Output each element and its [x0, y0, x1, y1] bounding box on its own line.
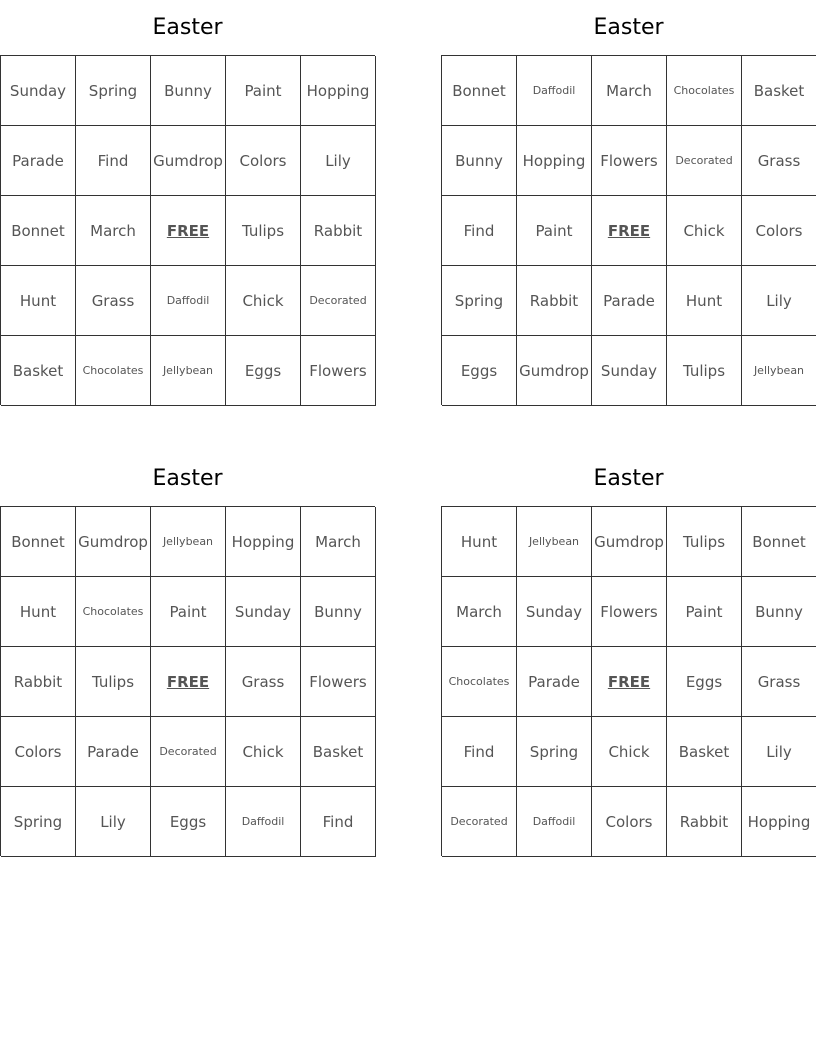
bingo-cell: Bunny	[301, 577, 376, 647]
card-title: Easter	[152, 466, 223, 491]
bingo-cell: Spring	[517, 717, 592, 787]
bingo-grid	[441, 506, 816, 856]
bingo-cell: Chick	[592, 717, 667, 787]
bingo-cell: Spring	[1, 787, 76, 857]
bingo-cell: Sunday	[592, 336, 667, 406]
bingo-cell: Find	[301, 787, 376, 857]
bingo-cell: Basket	[301, 717, 376, 787]
bingo-cell: Daffodil	[226, 787, 301, 857]
bingo-cell: Rabbit	[301, 196, 376, 266]
bingo-cell: Grass	[76, 266, 151, 336]
bingo-cell: Eggs	[226, 336, 301, 406]
bingo-cell: Bunny	[151, 56, 226, 126]
bingo-cell: Chocolates	[76, 336, 151, 406]
bingo-cell: March	[592, 56, 667, 126]
bingo-cell: Find	[76, 126, 151, 196]
bingo-cell: Gumdrop	[76, 507, 151, 577]
bingo-cell: Paint	[151, 577, 226, 647]
bingo-cell: Basket	[1, 336, 76, 406]
bingo-cell: March	[76, 196, 151, 266]
bingo-cell: Hopping	[226, 507, 301, 577]
bingo-cell: Jellybean	[151, 507, 226, 577]
bingo-cell: March	[442, 577, 517, 647]
bingo-cell: Grass	[742, 126, 816, 196]
bingo-cell: Bonnet	[1, 196, 76, 266]
bingo-cell: Hunt	[442, 507, 517, 577]
bingo-cell: Grass	[742, 647, 816, 717]
free-space: FREE	[151, 196, 226, 266]
bingo-cell: Hunt	[1, 266, 76, 336]
bingo-cell: Hopping	[742, 787, 816, 857]
bingo-cell: Hunt	[667, 266, 742, 336]
bingo-grid	[441, 55, 816, 405]
card-title: Easter	[152, 15, 223, 40]
bingo-cell: Decorated	[442, 787, 517, 857]
bingo-cell: Eggs	[667, 647, 742, 717]
bingo-cell: Jellybean	[517, 507, 592, 577]
free-space: FREE	[151, 647, 226, 717]
bingo-cell: Tulips	[667, 336, 742, 406]
bingo-cell: Sunday	[517, 577, 592, 647]
bingo-cell: Parade	[517, 647, 592, 717]
bingo-cell: Gumdrop	[517, 336, 592, 406]
bingo-cell: Bonnet	[742, 507, 816, 577]
bingo-cell: Jellybean	[151, 336, 226, 406]
card-title: Easter	[593, 15, 664, 40]
bingo-cell: Flowers	[301, 647, 376, 717]
bingo-cell: Paint	[667, 577, 742, 647]
bingo-cell: Spring	[76, 56, 151, 126]
bingo-cell: Bunny	[442, 126, 517, 196]
bingo-card-4	[441, 451, 816, 856]
bingo-cell: Gumdrop	[592, 507, 667, 577]
bingo-cell: Flowers	[301, 336, 376, 406]
bingo-cell: Colors	[226, 126, 301, 196]
bingo-grid	[0, 506, 375, 856]
bingo-cell: Chick	[226, 717, 301, 787]
bingo-cell: Sunday	[1, 56, 76, 126]
bingo-cell: Bunny	[742, 577, 816, 647]
bingo-cell: Colors	[592, 787, 667, 857]
bingo-cell: Parade	[1, 126, 76, 196]
bingo-cell: Spring	[442, 266, 517, 336]
bingo-cell: Hopping	[517, 126, 592, 196]
bingo-cell: Chick	[667, 196, 742, 266]
bingo-cell: Lily	[76, 787, 151, 857]
bingo-cell: Chocolates	[442, 647, 517, 717]
bingo-cell: Flowers	[592, 126, 667, 196]
bingo-cell: Jellybean	[742, 336, 816, 406]
bingo-cell: Paint	[517, 196, 592, 266]
bingo-cell: Paint	[226, 56, 301, 126]
bingo-cell: Lily	[301, 126, 376, 196]
bingo-cell: Find	[442, 717, 517, 787]
bingo-cell: Colors	[742, 196, 816, 266]
bingo-cell: Basket	[742, 56, 816, 126]
bingo-cell: Chocolates	[667, 56, 742, 126]
bingo-cell: Tulips	[667, 507, 742, 577]
bingo-cell: Daffodil	[151, 266, 226, 336]
bingo-cell: Daffodil	[517, 787, 592, 857]
bingo-cell: Chocolates	[76, 577, 151, 647]
bingo-cell: Eggs	[151, 787, 226, 857]
bingo-cell: Chick	[226, 266, 301, 336]
bingo-cell: Basket	[667, 717, 742, 787]
bingo-card-2	[441, 0, 816, 405]
bingo-cell: Find	[442, 196, 517, 266]
bingo-cell: Hunt	[1, 577, 76, 647]
bingo-card-3	[0, 451, 375, 856]
bingo-cell: Eggs	[442, 336, 517, 406]
bingo-cell: Rabbit	[667, 787, 742, 857]
bingo-cell: Decorated	[301, 266, 376, 336]
bingo-cell: Bonnet	[442, 56, 517, 126]
bingo-card-1	[0, 0, 375, 405]
bingo-cell: Parade	[592, 266, 667, 336]
bingo-cell: Lily	[742, 717, 816, 787]
bingo-cell: Rabbit	[517, 266, 592, 336]
bingo-cell: Flowers	[592, 577, 667, 647]
bingo-cell: Grass	[226, 647, 301, 717]
bingo-cell: March	[301, 507, 376, 577]
bingo-cell: Hopping	[301, 56, 376, 126]
bingo-cell: Tulips	[226, 196, 301, 266]
bingo-cell: Gumdrop	[151, 126, 226, 196]
bingo-cell: Rabbit	[1, 647, 76, 717]
card-title: Easter	[593, 466, 664, 491]
bingo-cell: Colors	[1, 717, 76, 787]
bingo-cell: Parade	[76, 717, 151, 787]
bingo-cell: Bonnet	[1, 507, 76, 577]
bingo-grid	[0, 55, 375, 405]
bingo-cell: Decorated	[151, 717, 226, 787]
bingo-cell: Decorated	[667, 126, 742, 196]
free-space: FREE	[592, 647, 667, 717]
bingo-cell: Tulips	[76, 647, 151, 717]
bingo-cell: Lily	[742, 266, 816, 336]
bingo-cell: Daffodil	[517, 56, 592, 126]
bingo-cell: Sunday	[226, 577, 301, 647]
free-space: FREE	[592, 196, 667, 266]
